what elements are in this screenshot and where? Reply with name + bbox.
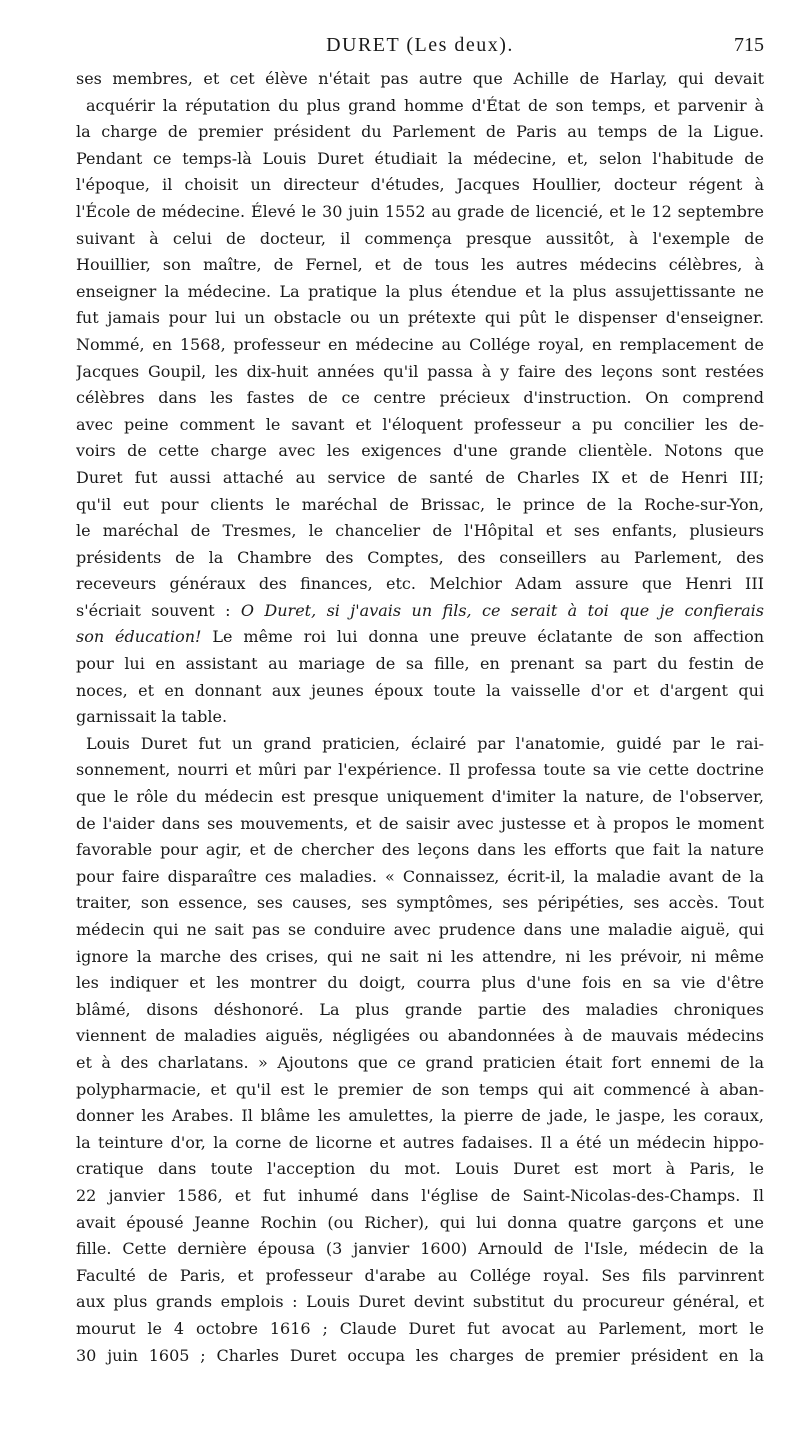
running-title: DURET (Les deux). (326, 34, 514, 56)
text-line: pour faire disparaître ces maladies. « Connaissez, écrit-il, la maladie avant de la (76, 866, 764, 886)
text-line: et à des charlatans. » Ajoutons que ce grand praticien était fort ennemi de la (76, 1052, 764, 1072)
text-line: Jacques Goupil, les dix-huit années qu'il passa à y faire des leçons sont restées (76, 361, 764, 381)
text-line: la teinture d'or, la corne de licorne et autres fadaises. Il a été un médecin hippo- (76, 1132, 764, 1152)
text-line: les indiquer et les montrer du doigt, courra plus d'une fois en sa vie d'être (76, 973, 764, 993)
text-line: Pendant ce temps-là Louis Duret étudiait la médecine, et, selon l'habitude de (76, 148, 764, 168)
text-line: Louis Duret fut un grand praticien, éclairé par l'anatomie, guidé par le rai- (86, 733, 764, 753)
text-line: Houillier, son maître, de Fernel, et de tous les autres médecins célèbres, à (76, 255, 764, 275)
text-line: ignore la marche des crises, qui ne sait ni les attendre, ni les prévoir, ni même (76, 946, 764, 966)
text-line: présidents de la Chambre des Comptes, des conseillers au Parlement, des (76, 547, 764, 567)
text-line: favorable pour agir, et de chercher des leçons dans les efforts que fait la nature (76, 840, 764, 860)
text-line: 30 juin 1605 ; Charles Duret occupa les charges de premier président en la (76, 1345, 764, 1365)
text-line: Duret fut aussi attaché au service de santé de Charles IX et de Henri III; (76, 467, 764, 487)
text-line: viennent de maladies aiguës, négligées ou abandonnées à de mauvais médecins (76, 1026, 764, 1046)
text-line-quote-end (76, 624, 764, 651)
text-line: blâmé, disons déshonoré. La plus grande partie des maladies chroniques (76, 999, 764, 1019)
text-line: avec peine comment le savant et l'éloquent professeur a pu concilier les de- (76, 414, 764, 434)
quote-italic-continued: son éducation! (76, 627, 202, 647)
text-line: de l'aider dans ses mouvements, et de saisir avec justesse et à propos le moment (76, 813, 764, 833)
text-line: polypharmacie, et qu'il est le premier de son temps qui ait commencé à aban- (76, 1079, 764, 1099)
running-head (76, 30, 764, 60)
text-line: noces, et en donnant aux jeunes époux toute la vaisselle d'or et d'argent qui (76, 680, 764, 700)
quote-italic-text: O Duret, si j'avais un fils, ce serait à toi que je confierais (240, 600, 764, 620)
text-line: acquérir la réputation du plus grand homme d'État de son temps, et parvenir à (86, 95, 764, 115)
text-line: 22 janvier 1586, et fut inhumé dans l'église de Saint-Nicolas-des-Champs. Il (76, 1185, 764, 1205)
text-line: mourut le 4 octobre 1616 ; Claude Duret fut avocat au Parlement, mort le (76, 1318, 764, 1338)
text-line: l'École de médecine. Élevé le 30 juin 1552 au grade de licencié, et le 12 septembre (76, 201, 764, 221)
text-line: ses membres, et cet élève n'était pas autre que Achille de Harlay, qui devait (76, 69, 764, 88)
quote-tail-text: Le même roi lui donna une preuve éclatante de son affection (201, 627, 764, 647)
text-line: traiter, son essence, ses causes, ses symptômes, ses péripéties, ses accès. Tout (76, 893, 764, 913)
text-line: avait épousé Jeanne Rochin (ou Richer), qui lui donna quatre garçons et une (76, 1212, 764, 1232)
text-line: Faculté de Paris, et professeur d'arabe au Collége royal. Ses fils parvinrent (76, 1265, 764, 1285)
text-line: Nommé, en 1568, professeur en médecine au Collége royal, en remplacement de (76, 334, 764, 354)
text-line: aux plus grands emplois : Louis Duret devint substitut du procureur général, et (76, 1292, 764, 1312)
text-line: le maréchal de Tresmes, le chancelier de l'Hôpital et ses enfants, plusieurs (76, 521, 764, 541)
text-line: voirs de cette charge avec les exigences d'une grande clientèle. Notons que (76, 441, 764, 461)
text-line: la charge de premier président du Parlement de Paris au temps de la Ligue. (76, 122, 764, 142)
text-line: médecin qui ne sait pas se conduire avec prudence dans une maladie aiguë, qui (76, 920, 764, 939)
text-line: enseigner la médecine. La pratique la plus étendue et la plus assujettissante ne (76, 281, 764, 301)
text-line: donner les Arabes. Il blâme les amulettes, la pierre de jade, le jaspe, les coraux, (76, 1106, 764, 1126)
text-line: fille. Cette dernière épousa (3 janvier 1600) Arnould de l'Isle, médecin de la (76, 1239, 764, 1259)
text-line: que le rôle du médecin est presque uniquement d'imiter la nature, de l'observer, (76, 787, 764, 807)
text-line: qu'il eut pour clients le maréchal de Brissac, le prince de la Roche-sur-Yon, (76, 494, 764, 514)
text-body (76, 66, 764, 1369)
text-line: suivant à celui de docteur, il commença presque aussitôt, à l'exemple de (76, 228, 764, 248)
text-line: garnissait la table. (76, 707, 228, 727)
text-line: cratique dans toute l'acception du mot. Louis Duret est mort à Paris, le (76, 1159, 764, 1179)
text-line: l'époque, il choisit un directeur d'études, Jacques Houllier, docteur régent à (76, 175, 764, 195)
text-line: pour lui en assistant au mariage de sa fille, en prenant sa part du festin de (76, 654, 764, 674)
text-line-quote (76, 598, 764, 625)
quote-lead-text: s'écriait souvent : (76, 600, 241, 620)
page-number: 715 (734, 34, 764, 56)
text-line: fut jamais pour lui un obstacle ou un prétexte qui pût le dispenser d'enseigner. (76, 308, 764, 328)
text-line: célèbres dans les fastes de ce centre précieux d'instruction. On comprend (76, 388, 764, 408)
text-line: sonnement, nourri et mûri par l'expérience. Il professa toute sa vie cette doctrine (76, 760, 764, 780)
text-line: receveurs généraux des finances, etc. Melchior Adam assure que Henri III (76, 574, 764, 594)
